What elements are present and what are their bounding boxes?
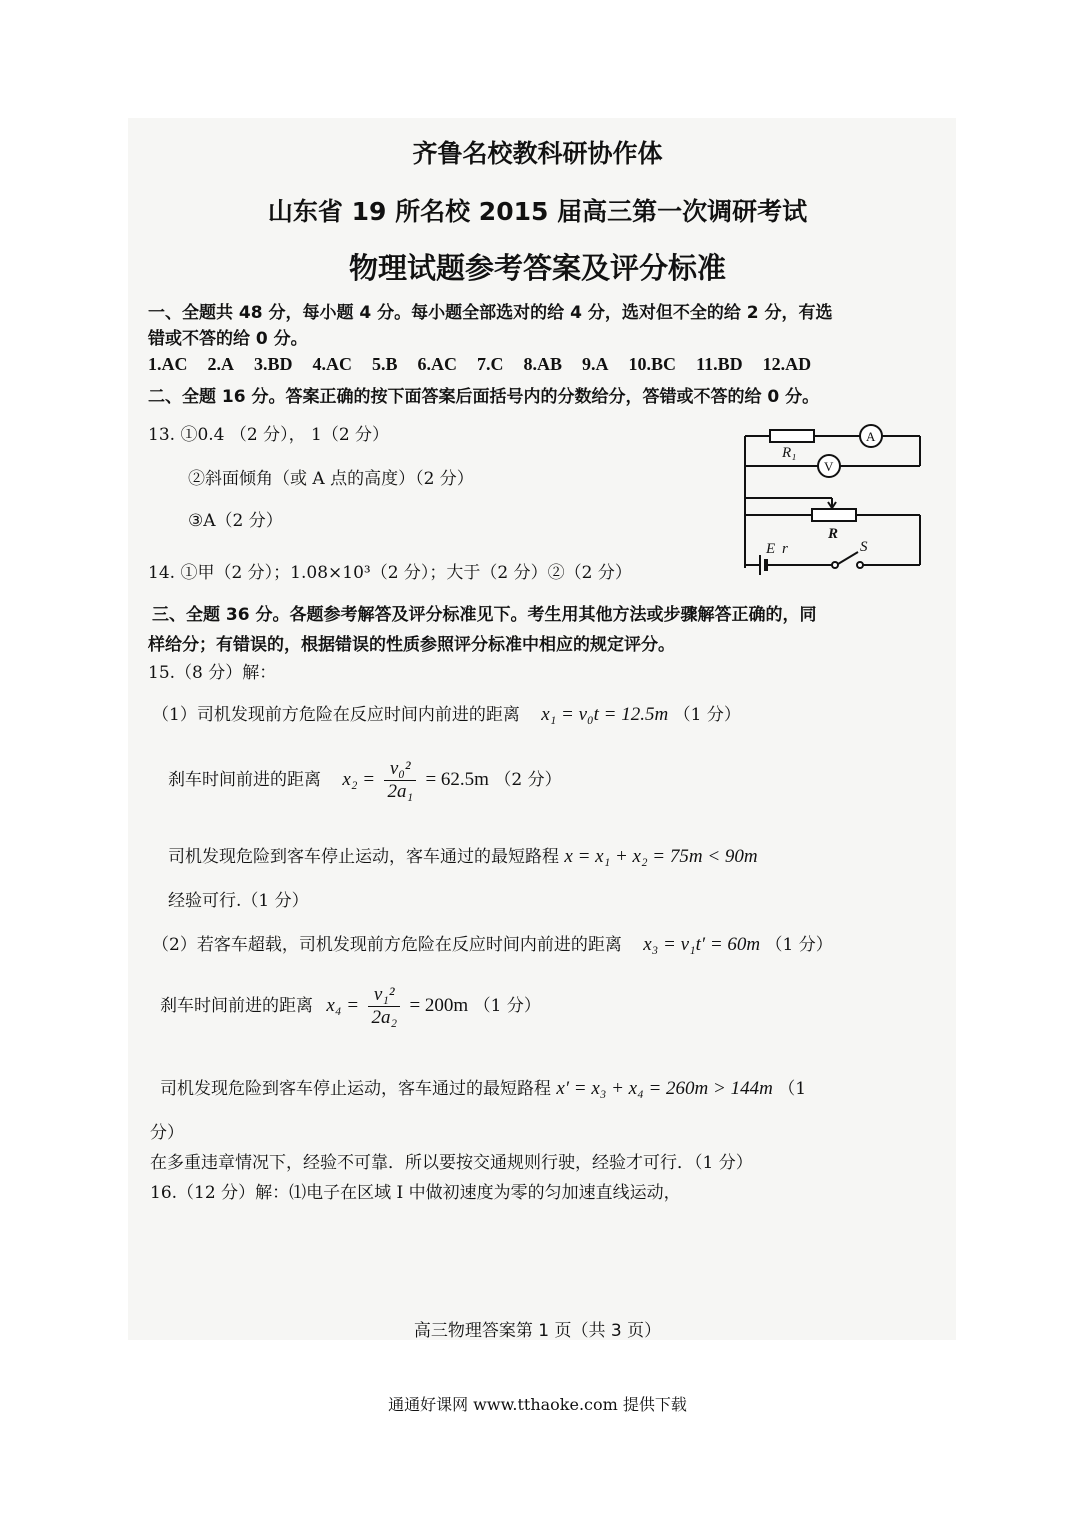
q15-step3 [168, 842, 758, 868]
q15-heading: 15.（8 分）解： [148, 663, 277, 683]
q15-step2-rhs: = 62.5m [425, 769, 489, 790]
multiple-choice-answers [148, 354, 831, 375]
answer-item: 2.A [207, 354, 234, 374]
q16-start: 16.（12 分）解：⑴电子在区域 I 中做初速度为零的匀加速直线运动， [150, 1183, 681, 1203]
q15-step5 [152, 930, 833, 956]
q15-step6-text: 刹车时间前进的距离 [160, 996, 313, 1016]
q15-step2-lhs: x₂ = [342, 769, 376, 790]
q13-line2: ②斜面倾角（或 A 点的高度）（2 分） [188, 469, 474, 489]
answer-item: 9.A [582, 354, 609, 374]
answer-item: 11.BD [696, 354, 743, 374]
answer-item: 6.AC [417, 354, 458, 374]
part1-intro-line2: 错或不答的给 0 分。 [148, 329, 308, 349]
q15-step2-fraction [384, 758, 416, 803]
q15-step2-score: （2 分） [494, 770, 562, 790]
q15-step7-text: 司机发现危险到客车停止运动，客车通过的最短路程 [160, 1079, 551, 1099]
answer-item: 8.AB [523, 354, 563, 374]
part3-intro-line2: 样给分；有错误的，根据错误的性质参照评分标准中相应的规定评分。 [148, 635, 675, 655]
label-internal-r: r [782, 541, 788, 557]
q15-step6-rhs: = 200m [409, 995, 469, 1016]
label-r1: R₁ [782, 445, 797, 461]
q15-step7-score: （1 [778, 1079, 807, 1099]
q15-step6-score: （1 分） [473, 996, 541, 1016]
answer-item: 12.AD [762, 354, 812, 374]
q15-step7-eq: x′ = x₃ + x₄ = 260m > 144m [556, 1078, 773, 1099]
part1-intro-line1: 一、全题共 48 分，每小题 4 分。每小题全部选对的给 4 分，选对但不全的给 2 分，有选 [148, 303, 833, 323]
answer-item: 3.BD [254, 354, 293, 374]
answer-item: 5.B [372, 354, 398, 374]
q13-line1: 13. ①0.4 （2 分）， 1（2 分） [148, 425, 390, 445]
title-line-1: 齐鲁名校教科研协作体 [412, 139, 663, 168]
circuit-diagram [700, 418, 940, 578]
q15-step7-continued: 分） [150, 1123, 184, 1143]
source-credit: 通通好课网 www.tthaoke.com 提供下载 [388, 1395, 687, 1414]
q15-step2-numerator: v₀² [384, 758, 416, 781]
answer-item: 1.AC [148, 354, 188, 374]
label-voltmeter: V [824, 459, 834, 474]
label-ammeter: A [866, 429, 876, 444]
q14-answer: 14. ①甲（2 分）；1.08×10³（2 分）；大于（2 分）②（2 分） [148, 563, 632, 583]
q15-step6-numerator: v₁² [368, 984, 400, 1007]
q15-step1-eq: x₁ = v₀t = 12.5m [541, 704, 669, 725]
label-rheostat: R [828, 526, 839, 542]
q15-step1-score: （1 分） [673, 705, 741, 725]
page-footer: 高三物理答案第 1 页（共 3 页） [413, 1321, 662, 1341]
title-line-2: 山东省 19 所名校 2015 届高三第一次调研考试 [267, 197, 808, 226]
q15-conclusion: 在多重违章情况下，经验不可靠．所以要按交通规则行驶，经验才可行．（1 分） [150, 1153, 753, 1173]
q15-step1 [152, 700, 741, 726]
q15-step6-fraction [368, 984, 400, 1029]
title-line-3: 物理试题参考答案及评分标准 [348, 251, 726, 285]
q15-step6-denominator: 2a₂ [371, 1007, 398, 1028]
label-switch: S [860, 539, 868, 555]
q15-step2 [168, 758, 562, 803]
answer-item: 4.AC [312, 354, 353, 374]
q15-step7 [160, 1074, 806, 1100]
q13-line3: ③A（2 分） [188, 511, 283, 531]
answer-item: 7.C [477, 354, 504, 374]
q15-step4: 经验可行.（1 分） [168, 891, 309, 911]
q15-step3-eq: x = x₁ + x₂ = 75m < 90m [564, 846, 758, 867]
q15-step5-text: （2）若客车超载，司机发现前方危险在反应时间内前进的距离 [152, 935, 622, 955]
q15-step5-score: （1 分） [765, 935, 833, 955]
q15-step3-text: 司机发现危险到客车停止运动，客车通过的最短路程 [168, 847, 559, 867]
answer-item: 10.BC [628, 354, 677, 374]
part3-intro-line1: 三、全题 36 分。各题参考解答及评分标准见下。考生用其他方法或步骤解答正确的，同 [152, 605, 817, 625]
q15-step1-text: （1）司机发现前方危险在反应时间内前进的距离 [152, 705, 520, 725]
q15-step2-text: 刹车时间前进的距离 [168, 770, 321, 790]
q15-step6-lhs: x₄ = [326, 995, 360, 1016]
label-battery: E [766, 541, 776, 557]
part2-intro: 二、全题 16 分。答案正确的按下面答案后面括号内的分数给分，答错或不答的给 0 分。 [148, 387, 820, 407]
q15-step5-eq: x₃ = v₁t′ = 60m [643, 934, 761, 955]
q15-step6 [160, 984, 541, 1029]
q15-step2-denominator: 2a₁ [387, 781, 414, 802]
